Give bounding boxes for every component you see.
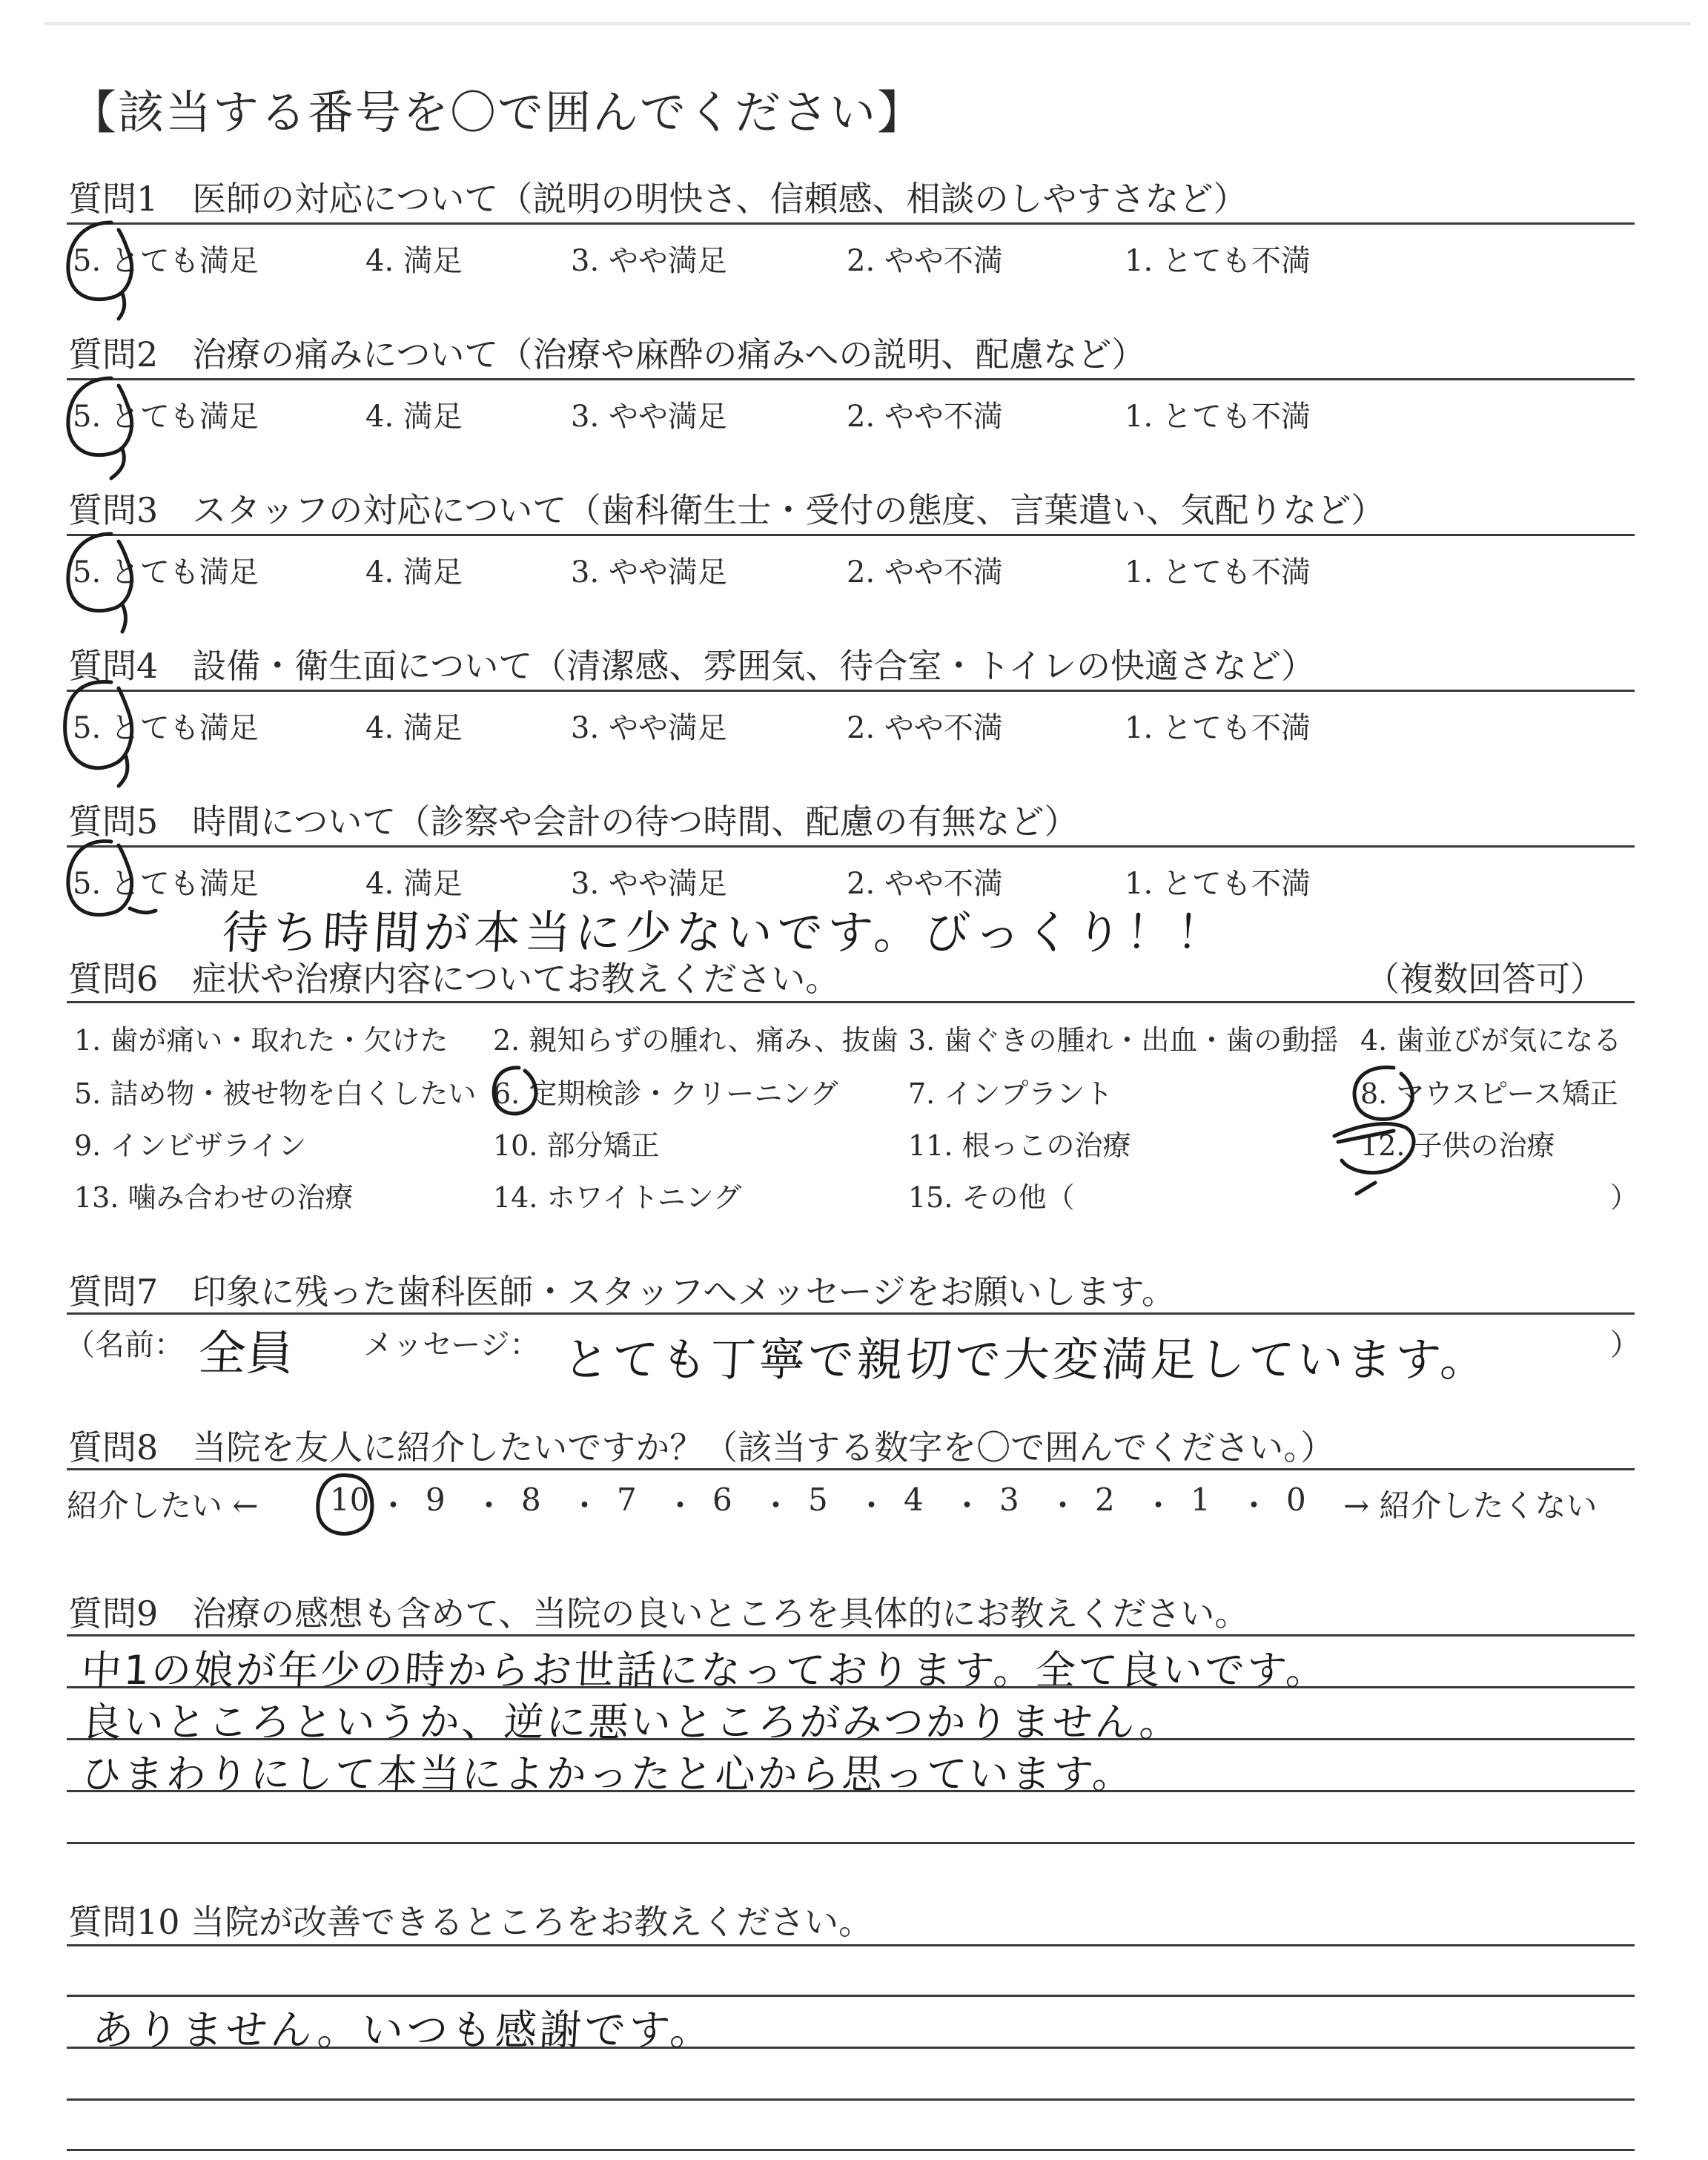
q8-scale-option-0[interactable]: 0 xyxy=(1286,1482,1306,1518)
q6-option-1[interactable]: 1. 歯が痛い・取れた・欠けた xyxy=(74,1024,448,1057)
question-4-title: 質問4 設備・衛生面について（清潔感、雰囲気、待合室・トイレの快適さなど） xyxy=(68,646,1316,686)
q1-option-4[interactable]: 4. 満足 xyxy=(365,244,463,278)
q8-scale-option-5[interactable]: 5 xyxy=(808,1482,828,1518)
q4-option-5[interactable]: 5. とても満足 xyxy=(73,711,259,745)
q6-other-close-paren: ） xyxy=(1610,1181,1639,1214)
scan-top-edge xyxy=(44,22,1690,25)
q6-option-5[interactable]: 5. 詰め物・被せ物を白くしたい xyxy=(74,1077,477,1110)
question-5-title: 質問5 時間について（診察や会計の待つ時間、配慮の有無など） xyxy=(68,802,1079,842)
q5-option-4[interactable]: 4. 満足 xyxy=(365,867,463,901)
q4-option-2[interactable]: 2. やや不満 xyxy=(847,711,1003,745)
q4-option-1[interactable]: 1. とても不満 xyxy=(1125,711,1311,745)
q6-option-6[interactable]: 6. 定期検診・クリーニング xyxy=(493,1077,838,1110)
q8-scale-separator: ・ xyxy=(855,1487,887,1524)
q8-scale-separator: ・ xyxy=(569,1487,600,1524)
question-1-title: 質問1 医師の対応について（説明の明快さ、信頼感、相談のしやすさなど） xyxy=(68,179,1248,219)
question-6-title: 質問6 症状や治療内容についてお教えください。 xyxy=(68,959,840,999)
q8-scale-option-2[interactable]: 2 xyxy=(1095,1482,1115,1518)
q2-option-1[interactable]: 1. とても不満 xyxy=(1125,400,1311,434)
q2-option-3[interactable]: 3. やや満足 xyxy=(571,400,727,434)
q8-scale-separator: ・ xyxy=(377,1487,409,1524)
q3-option-1[interactable]: 1. とても不満 xyxy=(1125,555,1311,589)
q3-option-2[interactable]: 2. やや不満 xyxy=(847,555,1003,589)
q6-option-9[interactable]: 9. インビザライン xyxy=(74,1129,307,1162)
q5-option-3[interactable]: 3. やや満足 xyxy=(571,867,727,901)
q6-option-13[interactable]: 13. 噛み合わせの治療 xyxy=(74,1181,354,1214)
q1-option-5[interactable]: 5. とても満足 xyxy=(73,244,259,278)
q6-option-3[interactable]: 3. 歯ぐきの腫れ・出血・歯の動揺 xyxy=(908,1024,1339,1057)
q2-option-5[interactable]: 5. とても満足 xyxy=(73,400,259,434)
divider xyxy=(67,1634,1635,1636)
divider xyxy=(67,1001,1635,1003)
q6-option-11[interactable]: 11. 根っこの治療 xyxy=(908,1129,1131,1162)
q3-option-3[interactable]: 3. やや満足 xyxy=(571,555,727,589)
q6-option-15[interactable]: 15. その他（ xyxy=(908,1181,1075,1214)
question-8-title: 質問8 当院を友人に紹介したいですか？（該当する数字を〇で囲んでください。） xyxy=(68,1427,1335,1467)
q8-scale-option-8[interactable]: 8 xyxy=(521,1482,541,1518)
q8-scale-separator: ・ xyxy=(1142,1487,1174,1524)
form-header: 【該当する番号を〇で囲んでください】 xyxy=(70,85,925,139)
q8-scale-separator: ・ xyxy=(1047,1487,1079,1524)
q6-option-2[interactable]: 2. 親知らずの腫れ、痛み、抜歯 xyxy=(493,1024,898,1057)
q5-option-2[interactable]: 2. やや不満 xyxy=(847,867,1003,901)
q3-option-5[interactable]: 5. とても満足 xyxy=(73,555,259,589)
answer-line xyxy=(67,2098,1635,2101)
divider xyxy=(67,378,1635,380)
q8-scale-option-4[interactable]: 4 xyxy=(904,1482,924,1518)
q2-option-2[interactable]: 2. やや不満 xyxy=(847,400,1003,434)
answer-line xyxy=(67,1842,1635,1844)
divider xyxy=(67,1312,1635,1315)
q7-message-label: メッセージ： xyxy=(363,1328,540,1362)
q8-scale-option-7[interactable]: 7 xyxy=(617,1482,637,1518)
q8-scale-separator: ・ xyxy=(1238,1487,1270,1524)
q1-option-2[interactable]: 2. やや不満 xyxy=(847,244,1003,278)
divider xyxy=(67,1944,1635,1946)
q8-scale-option-1[interactable]: 1 xyxy=(1191,1482,1211,1518)
divider xyxy=(67,690,1635,692)
q5-option-1[interactable]: 1. とても不満 xyxy=(1125,867,1311,901)
question-10-title: 質問10 当院が改善できるところをお教えください。 xyxy=(68,1902,873,1942)
question-7-title: 質問7 印象に残った歯科医師・スタッフへメッセージをお願いします。 xyxy=(68,1272,1176,1312)
q6-option-7[interactable]: 7. インプラント xyxy=(908,1077,1113,1110)
q8-scale-separator: ・ xyxy=(951,1487,983,1524)
question-3-title: 質問3 スタッフの対応について（歯科衛生士・受付の態度、言葉遣い、気配りなど） xyxy=(68,490,1386,530)
q6-option-14[interactable]: 14. ホワイトニング xyxy=(493,1181,742,1214)
q1-option-3[interactable]: 3. やや満足 xyxy=(571,244,727,278)
q4-option-3[interactable]: 3. やや満足 xyxy=(571,711,727,745)
q6-option-8[interactable]: 8. マウスピース矯正 xyxy=(1360,1077,1618,1110)
q7-name-label: （名前： xyxy=(65,1328,184,1362)
divider xyxy=(67,534,1635,536)
q8-scale-option-9[interactable]: 9 xyxy=(426,1482,446,1518)
q8-right-label: → 紹介したくない xyxy=(1343,1487,1598,1524)
q8-scale-separator: ・ xyxy=(473,1487,505,1524)
q6-option-4[interactable]: 4. 歯並びが気になる xyxy=(1360,1024,1622,1057)
divider xyxy=(67,845,1635,848)
q8-scale-option-3[interactable]: 3 xyxy=(999,1482,1019,1518)
answer-line xyxy=(67,2149,1635,2151)
q2-option-4[interactable]: 4. 満足 xyxy=(365,400,463,434)
q8-scale-separator: ・ xyxy=(664,1487,696,1524)
q8-left-label: 紹介したい ← xyxy=(67,1487,259,1524)
question-9-title: 質問9 治療の感想も含めて、当院の良いところを具体的にお教えください。 xyxy=(68,1593,1249,1634)
q4-option-4[interactable]: 4. 満足 xyxy=(365,711,463,745)
question-6-note: （複数回答可） xyxy=(1366,959,1604,999)
q9-answer-line-2[interactable]: 良いところというか、逆に悪いところがみつかりません。 xyxy=(80,1699,1183,1745)
divider xyxy=(67,222,1635,225)
divider xyxy=(67,1468,1635,1470)
q7-close-paren: ） xyxy=(1610,1328,1640,1362)
question-2-title: 質問2 治療の痛みについて（治療や麻酔の痛みへの説明、配慮など） xyxy=(68,334,1146,374)
q8-scale-option-6[interactable]: 6 xyxy=(712,1482,732,1518)
q6-option-10[interactable]: 10. 部分矯正 xyxy=(493,1129,660,1162)
answer-line xyxy=(67,1995,1635,1997)
q1-option-1[interactable]: 1. とても不満 xyxy=(1125,244,1311,278)
q3-option-4[interactable]: 4. 満足 xyxy=(365,555,463,589)
q6-option-12[interactable]: 12. 子供の治療 xyxy=(1360,1129,1555,1162)
q8-scale-separator: ・ xyxy=(760,1487,792,1524)
q8-scale-option-10[interactable]: 10 xyxy=(330,1482,370,1518)
q10-answer-line-1[interactable]: ありません。いつも感謝です。 xyxy=(91,2007,716,2055)
q9-answer-line-3[interactable]: ひまわりにして本当によかったと心から思っています。 xyxy=(80,1751,1136,1797)
q5-handwritten-note: 待ち時間が本当に少ないです。びっくり！！ xyxy=(220,905,1228,960)
q7-name-value[interactable]: 全員 xyxy=(196,1327,295,1381)
q5-option-5[interactable]: 5. とても満足 xyxy=(73,867,259,901)
q9-answer-line-1[interactable]: 中1の娘が年少の時からお世話になっております。全て良いです。 xyxy=(80,1647,1330,1694)
q7-message-value[interactable]: とても丁寧で親切で大変満足しています。 xyxy=(561,1332,1491,1387)
